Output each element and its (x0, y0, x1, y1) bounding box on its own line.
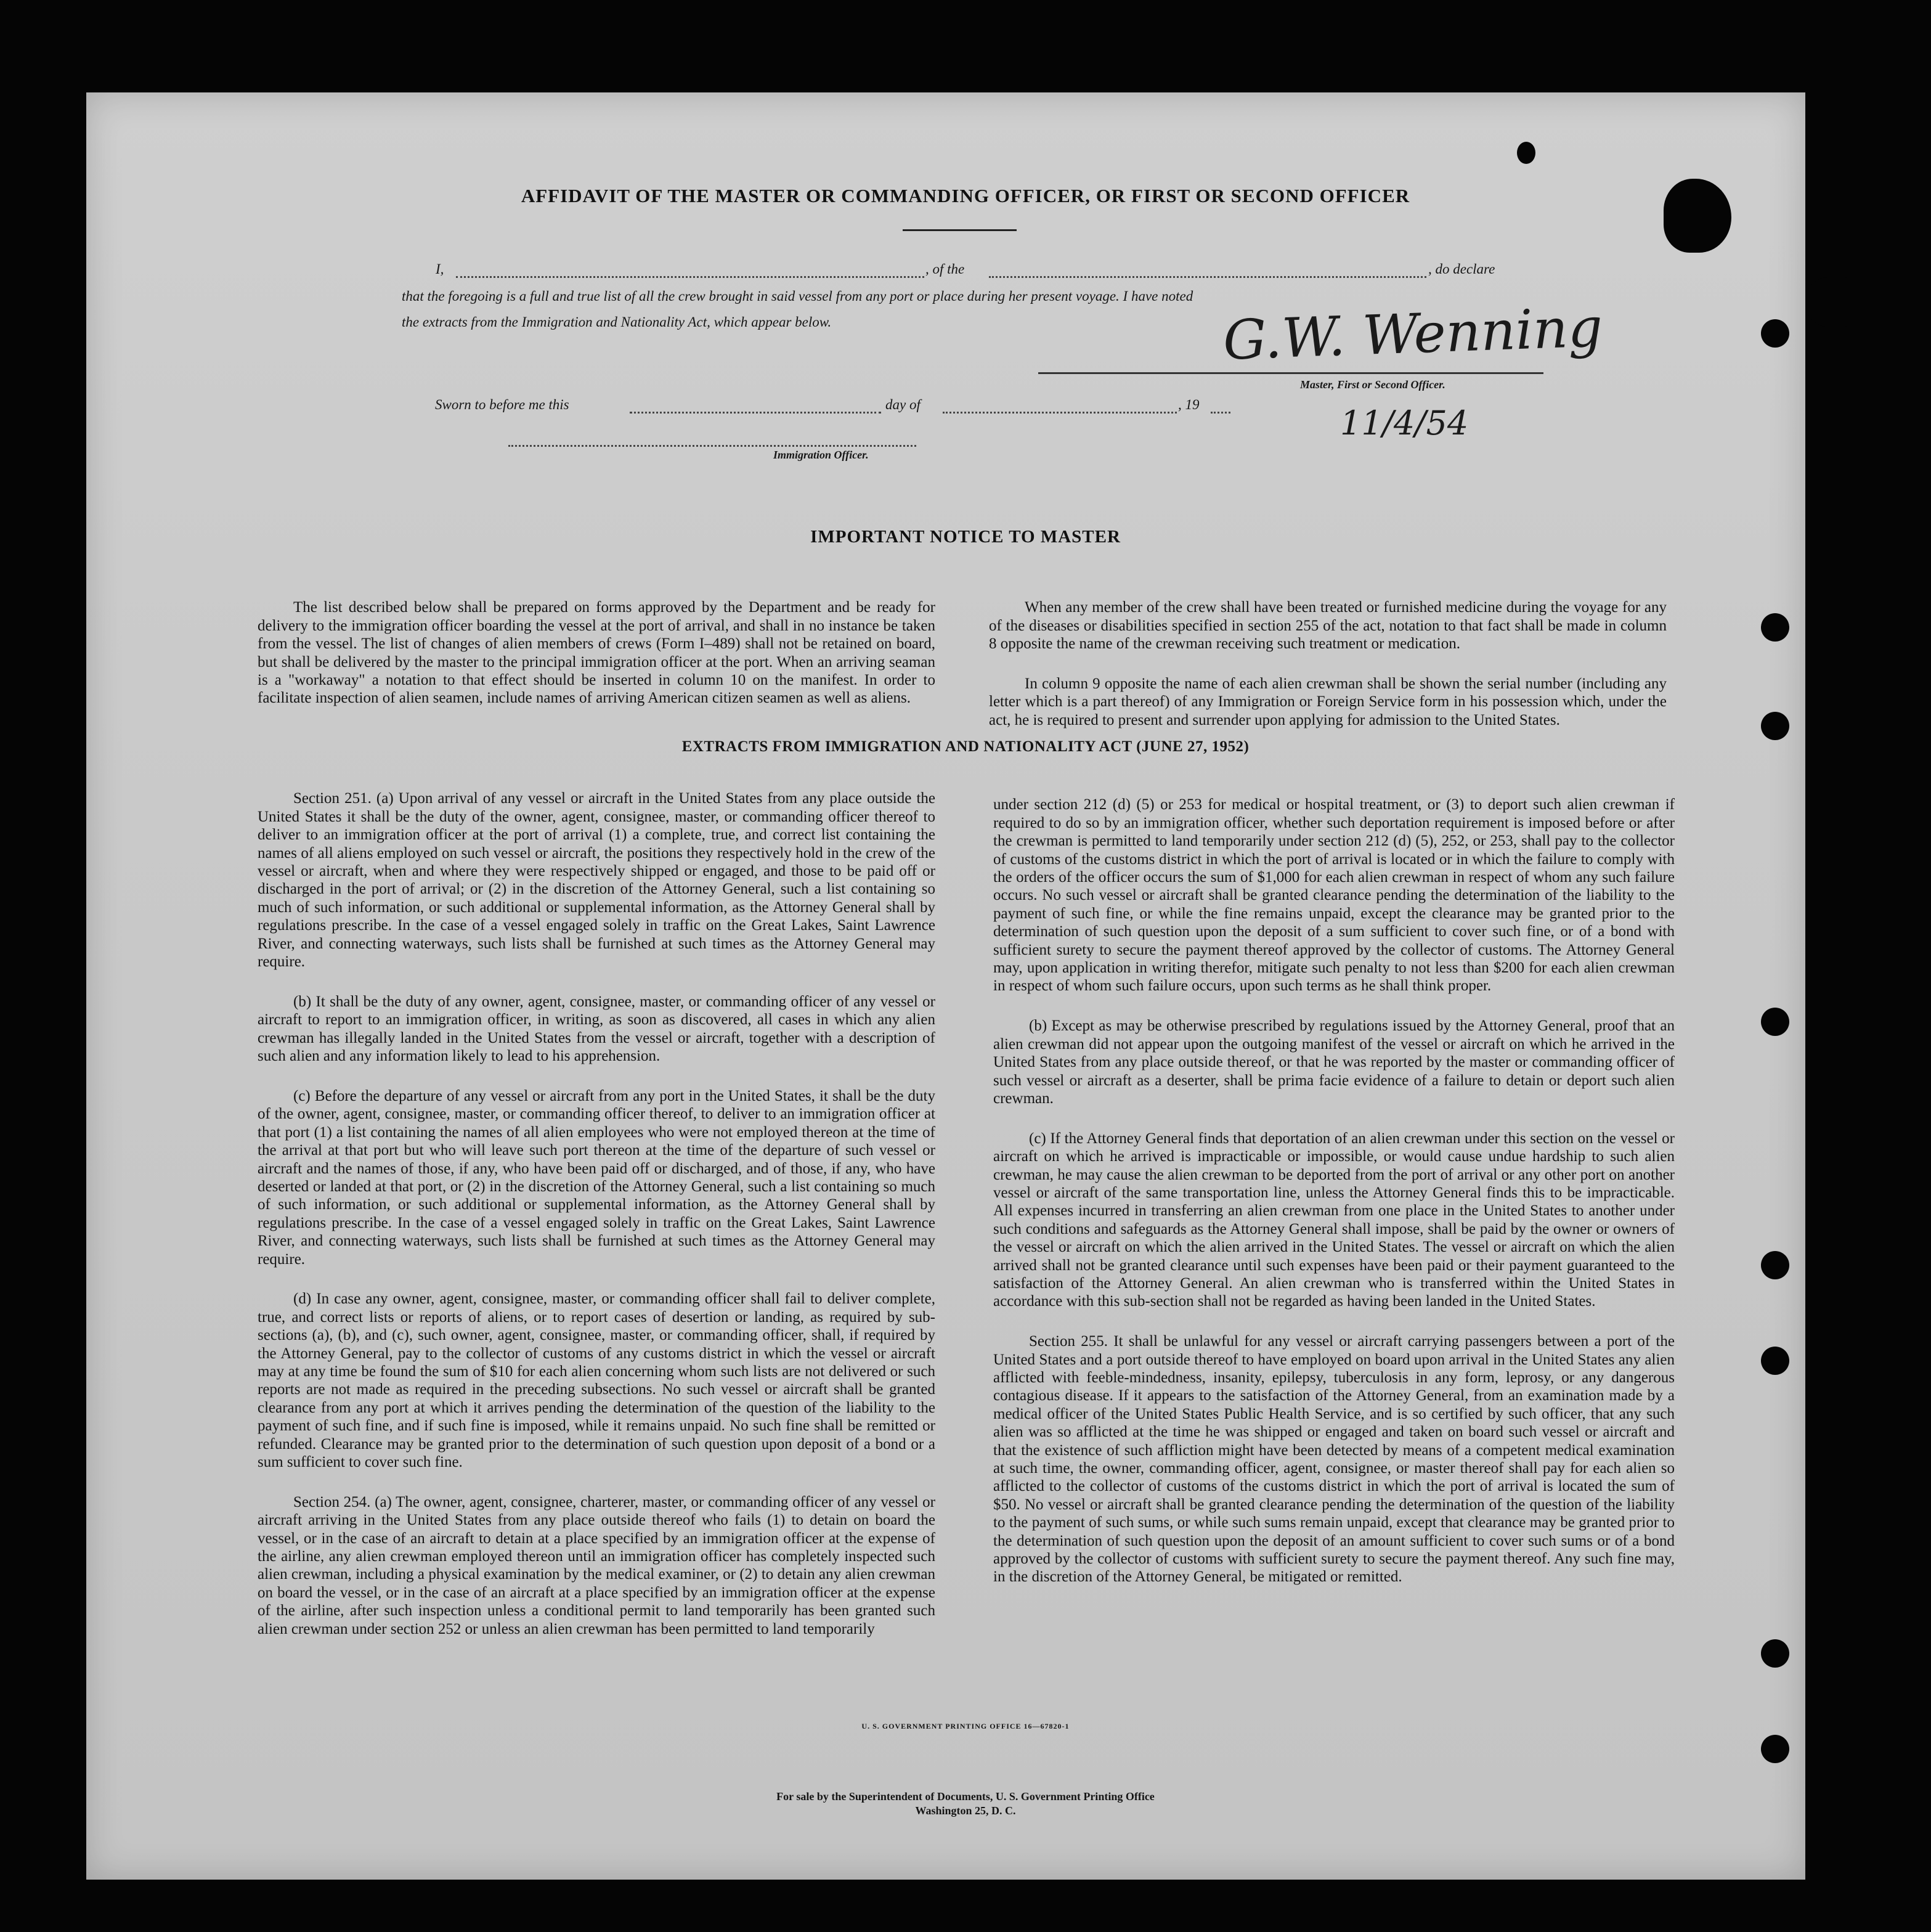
notice-paragraph: The list described below shall be prepared on forms approved by the Department and be ready for delivery to the immigration officer boarding the vessel at the port of arrival, and shall in no instance be taken from the vessel. The list of changes of alien members of crews (Form I–489) shall not be retained on board, but shall be delivered by the master to the principal immigration officer at the port. When an arriving seaman is a "workaway" a notation to that effect should be inserted in column 10 on the manifest. In order to facilitate inspection of alien seamen, include names of arriving American citizen seamen as well as aliens. (258, 599, 935, 707)
statute-paragraph: (b) It shall be the duty of any owner, agent, consignee, master, or commanding officer of any vessel or aircraft to report to an immigration officer, in writing, as soon as discovered, all cases in which any alien crewman has illegally landed in the United States from the vessel or aircraft, together with a description of such alien and any information likely to lead to his apprehension. (258, 993, 935, 1065)
affidavit-title: AFFIDAVIT OF THE MASTER OR COMMANDING OFFICER, OR FIRST OR SECOND OFFICER (521, 185, 1410, 206)
statute-paragraph: Section 254. (a) The owner, agent, consignee, charterer, master, or commanding officer of any vessel or aircraft arriving in the United States from any place outside thereof who fails (1) to detain on board the vessel, or in the case of an aircraft to detain at a place specified by an immigration officer at the expense of the airline, any alien crewman employed thereon until an immigration officer has completely inspected such alien crewman, including a physical examination by the medical examiner, or (2) to detain any alien crewman on board the vessel, or in the case of an aircraft at a place specified by an immigration officer at the expense of the airline, after such inspection unless a conditional permit to land temporarily has been granted such alien crewman under section 252 or unless an alien crewman has been permitted to land temporarily (258, 1493, 935, 1637)
binder-hole (1761, 613, 1789, 642)
binder-hole (1761, 1347, 1789, 1375)
sworn-label: Sworn to before me this (435, 397, 569, 412)
sale-notice-address: Washington 25, D. C. (915, 1804, 1016, 1817)
affidavit-statement: that the foregoing is a full and true list of all the crew brought in said vessel from any port or place during her present voyage. I have noted (402, 288, 1193, 304)
binder-hole (1761, 1008, 1789, 1036)
declare-label: , do declare (1428, 261, 1495, 277)
handwritten-date: 11/4/54 (1340, 404, 1469, 442)
statute-paragraph: (c) Before the departure of any vessel or aircraft from any port in the United States, it shall be the duty of the owner, agent, consignee, master, or commanding officer thereof, to deliver to an immigration officer at that port (1) a list containing the names of all alien employees who were not employed thereon at the time of the arrival at that port but who will leave such port thereon at the time of the departure of such vessel or aircraft and the names of those, if any, who have been paid off or discharged, and of those, if any, who have deserted or landed at that port, or (2) in the discretion of the Attorney General, such a list containing so much of such information, or such additional or supplemental information, as the Attorney General shall by regulations prescribe. In the case of a vessel engaged solely in traffic on the Great Lakes, Saint Lawrence River, and connecting waterways, such lists shall be furnished at such times as the Attorney General may require. (258, 1087, 935, 1268)
signature-caption: Master, First or Second Officer. (1300, 378, 1445, 391)
binder-hole (1761, 712, 1789, 740)
statute-paragraph: under section 212 (d) (5) or 253 for medical or hospital treatment, or (3) to deport such alien crewman if required to do so by an immigration officer, whether such deportation requirement is imposed before or after the crewman is permitted to land temporarily under section 212 (d) (5), 252, or 253, shall pay to the collector of customs of the customs district in which the port of arrival is located or in which the failure to comply with the orders of the officer occurs the sum of $1,000 for each alien crewman in respect of whom any such failure occurs. No such vessel or aircraft shall be granted clearance pending the determination of the liability to the payment of such fine, or while the fine remains unpaid, except the clearance may be granted prior to the determination of such question upon the deposit of a sum sufficient to cover such fine, or of a bond with sufficient surety to secure the payment thereof approved by the collector of customs. The Attorney General may, upon application in writing therefor, mitigate such penalty to not less than $200 for each alien crewman in respect of whom such failure occurs, upon such terms as he shall think proper. (993, 796, 1675, 995)
vessel-name-field (989, 276, 1426, 278)
notice-paragraph: In column 9 opposite the name of each alien crewman shall be shown the serial number (including any letter which is a part thereof) of any Immigration or Foreign Service form in his possession which, under the act, he is required to present and surrender upon applying for admission to the United States. (989, 675, 1667, 728)
signature-line (1038, 372, 1543, 374)
binder-hole (1761, 319, 1789, 348)
master-signature: G.W. Wenning (1222, 295, 1604, 372)
statute-paragraph: Section 251. (a) Upon arrival of any vessel or aircraft in the United States from any place outside the United States it shall be the duty of the owner, agent, consignee, master, or commanding officer thereof to deliver to an immigration officer at the port of arrival (1) a complete, true, and correct list containing the names of all aliens employed on such vessel or aircraft, the positions they respectively hold in the crew of the vessel or aircraft, when and where they were respectively shipped or engaged, and those to be paid off or discharged in the port of arrival; or (2) in the discretion of the Attorney General, such a list containing so much of such information, or such additional or supplemental information, as the Attorney General shall by regulations prescribe. In the case of a vessel engaged solely in traffic on the Great Lakes, Saint Lawrence River, and connecting waterways, such lists shall be furnished at such times as the Attorney General may require. (258, 790, 935, 971)
statute-paragraph: (d) In case any owner, agent, consignee, master, or commanding officer shall fail to deliver complete, true, and correct lists or reports of aliens, or to report cases of desertion or landing, as required by sub-sections (a), (b), and (c), such owner, agent, consignee, master, or commanding officer, shall, if required by the Attorney General, pay to the collector of customs of any customs district in which the vessel or aircraft may at any time be found the sum of $10 for each alien concerning whom such lists are not delivered or such reports are not made as required in the preceding subsections. No such vessel or aircraft shall be granted clearance from any port at which it arrives pending the determination of the question of the liability to the payment of such fine, and if such fine is imposed, while it remains unpaid. No such fine shall be remitted or refunded. Clearance may be granted prior to the determination of such question upon deposit of a bond or a sum sufficient to cover such fine. (258, 1290, 935, 1471)
statute-paragraph: Section 255. It shall be unlawful for any vessel or aircraft carrying passengers between a port of the United States and a port outside thereof to have employed on board upon arrival in the United States any alien afflicted with feeble-mindedness, insanity, epilepsy, tuberculosis in any form, leprosy, or any dangerous contagious disease. If it appears to the satisfaction of the Attorney General, from an examination made by a medical officer of the United States Public Health Service, and is so certified by such officer, that any such alien was so afflicted at the time he was shipped or engaged and taken on board such vessel or aircraft and that the existence of such affliction might have been detected by means of a competent medical examination at such time, the owner, commanding officer, agent, consignee, or master thereof shall pay for each alien so afflicted to the collector of customs of the customs district in which the port of arrival is located the sum of $50. No vessel or aircraft shall be granted clearance pending the determination of the question of the liability to the payment of such sums, or while such sums remain unpaid, except that clearance may be granted prior to the determination of such question upon the deposit of an amount sufficient to cover such sums or of a bond approved by the collector of customs with sufficient surety to secure the payment thereof. Any such fine may, in the discretion of the Attorney General, be mitigated or remitted. (993, 1333, 1675, 1586)
statute-paragraph: (b) Except as may be otherwise prescribed by regulations issued by the Attorney General, proof that an alien crewman did not appear upon the outgoing manifest of the vessel or aircraft on which he arrived in the United States from any place outside thereof, or that he was reported by the master or commanding officer of such vessel or aircraft as a deserter, shall be prima facie evidence of a failure to detain or deport such alien crewman. (993, 1017, 1675, 1107)
year-label: , 19 (1178, 397, 1200, 412)
title-rule (903, 229, 1017, 231)
binder-hole (1761, 1251, 1789, 1279)
sale-notice: For sale by the Superintendent of Documents, U. S. Government Printing Office (776, 1790, 1155, 1803)
officer-caption: Immigration Officer. (773, 449, 869, 461)
notice-title: IMPORTANT NOTICE TO MASTER (810, 527, 1121, 547)
vessel-label: , of the (925, 261, 965, 277)
sworn-day-field (630, 412, 881, 414)
declarant-label: I, (436, 261, 444, 277)
binder-hole (1761, 1639, 1789, 1668)
sworn-month-field (943, 412, 1177, 414)
affidavit-statement-2: the extracts from the Immigration and Nationality Act, which appear below. (402, 314, 832, 330)
statute-paragraph: (c) If the Attorney General finds that deportation of an alien crewman under this section on the vessel or aircraft on which he arrived is impracticable or impossible, or would cause undue hardship to such alien crewman, he may cause the alien crewman to be deported from the port of arrival or any other port on another vessel or aircraft of the same transportation line, unless the Attorney General finds this to be impracticable. All expenses incurred in transferring an alien crewman from one place in the United States to another under such conditions and safeguards as the Attorney General shall impose, shall be paid by the owner or owners of the vessel or aircraft on which the alien arrived in the United States. The vessel or aircraft on which the alien arrived shall not be granted clearance until such expenses have been paid or their payment guaranteed to the satisfaction of the Attorney General. An alien crewman who is transferred within the United States in accordance with this sub-section shall not be regarded as having been landed in the United States. (993, 1130, 1675, 1310)
notice-left-column (258, 581, 935, 729)
binder-hole (1761, 1735, 1789, 1763)
notice-paragraph: When any member of the crew shall have been treated or furnished medicine during the voyage for any of the diseases or disabilities specified in section 255 of the act, notation to that fact shall be made in column 8 opposite the name of the crewman receiving such treatment or medication. (989, 599, 1667, 653)
ink-blot (1517, 142, 1535, 164)
immigration-officer-line (508, 445, 916, 447)
ink-blot (1805, 277, 1848, 327)
extracts-left-column (258, 772, 935, 1660)
declarant-name-field (456, 276, 924, 278)
notice-right-column (989, 581, 1667, 751)
day-of-label: day of (885, 397, 921, 412)
sworn-year-field (1211, 412, 1230, 414)
extracts-title: EXTRACTS FROM IMMIGRATION AND NATIONALITY ACT (JUNE 27, 1952) (681, 738, 1250, 755)
gpo-imprint: U. S. GOVERNMENT PRINTING OFFICE 16—67820-1 (861, 1722, 1070, 1730)
extracts-right-column (993, 778, 1675, 1608)
